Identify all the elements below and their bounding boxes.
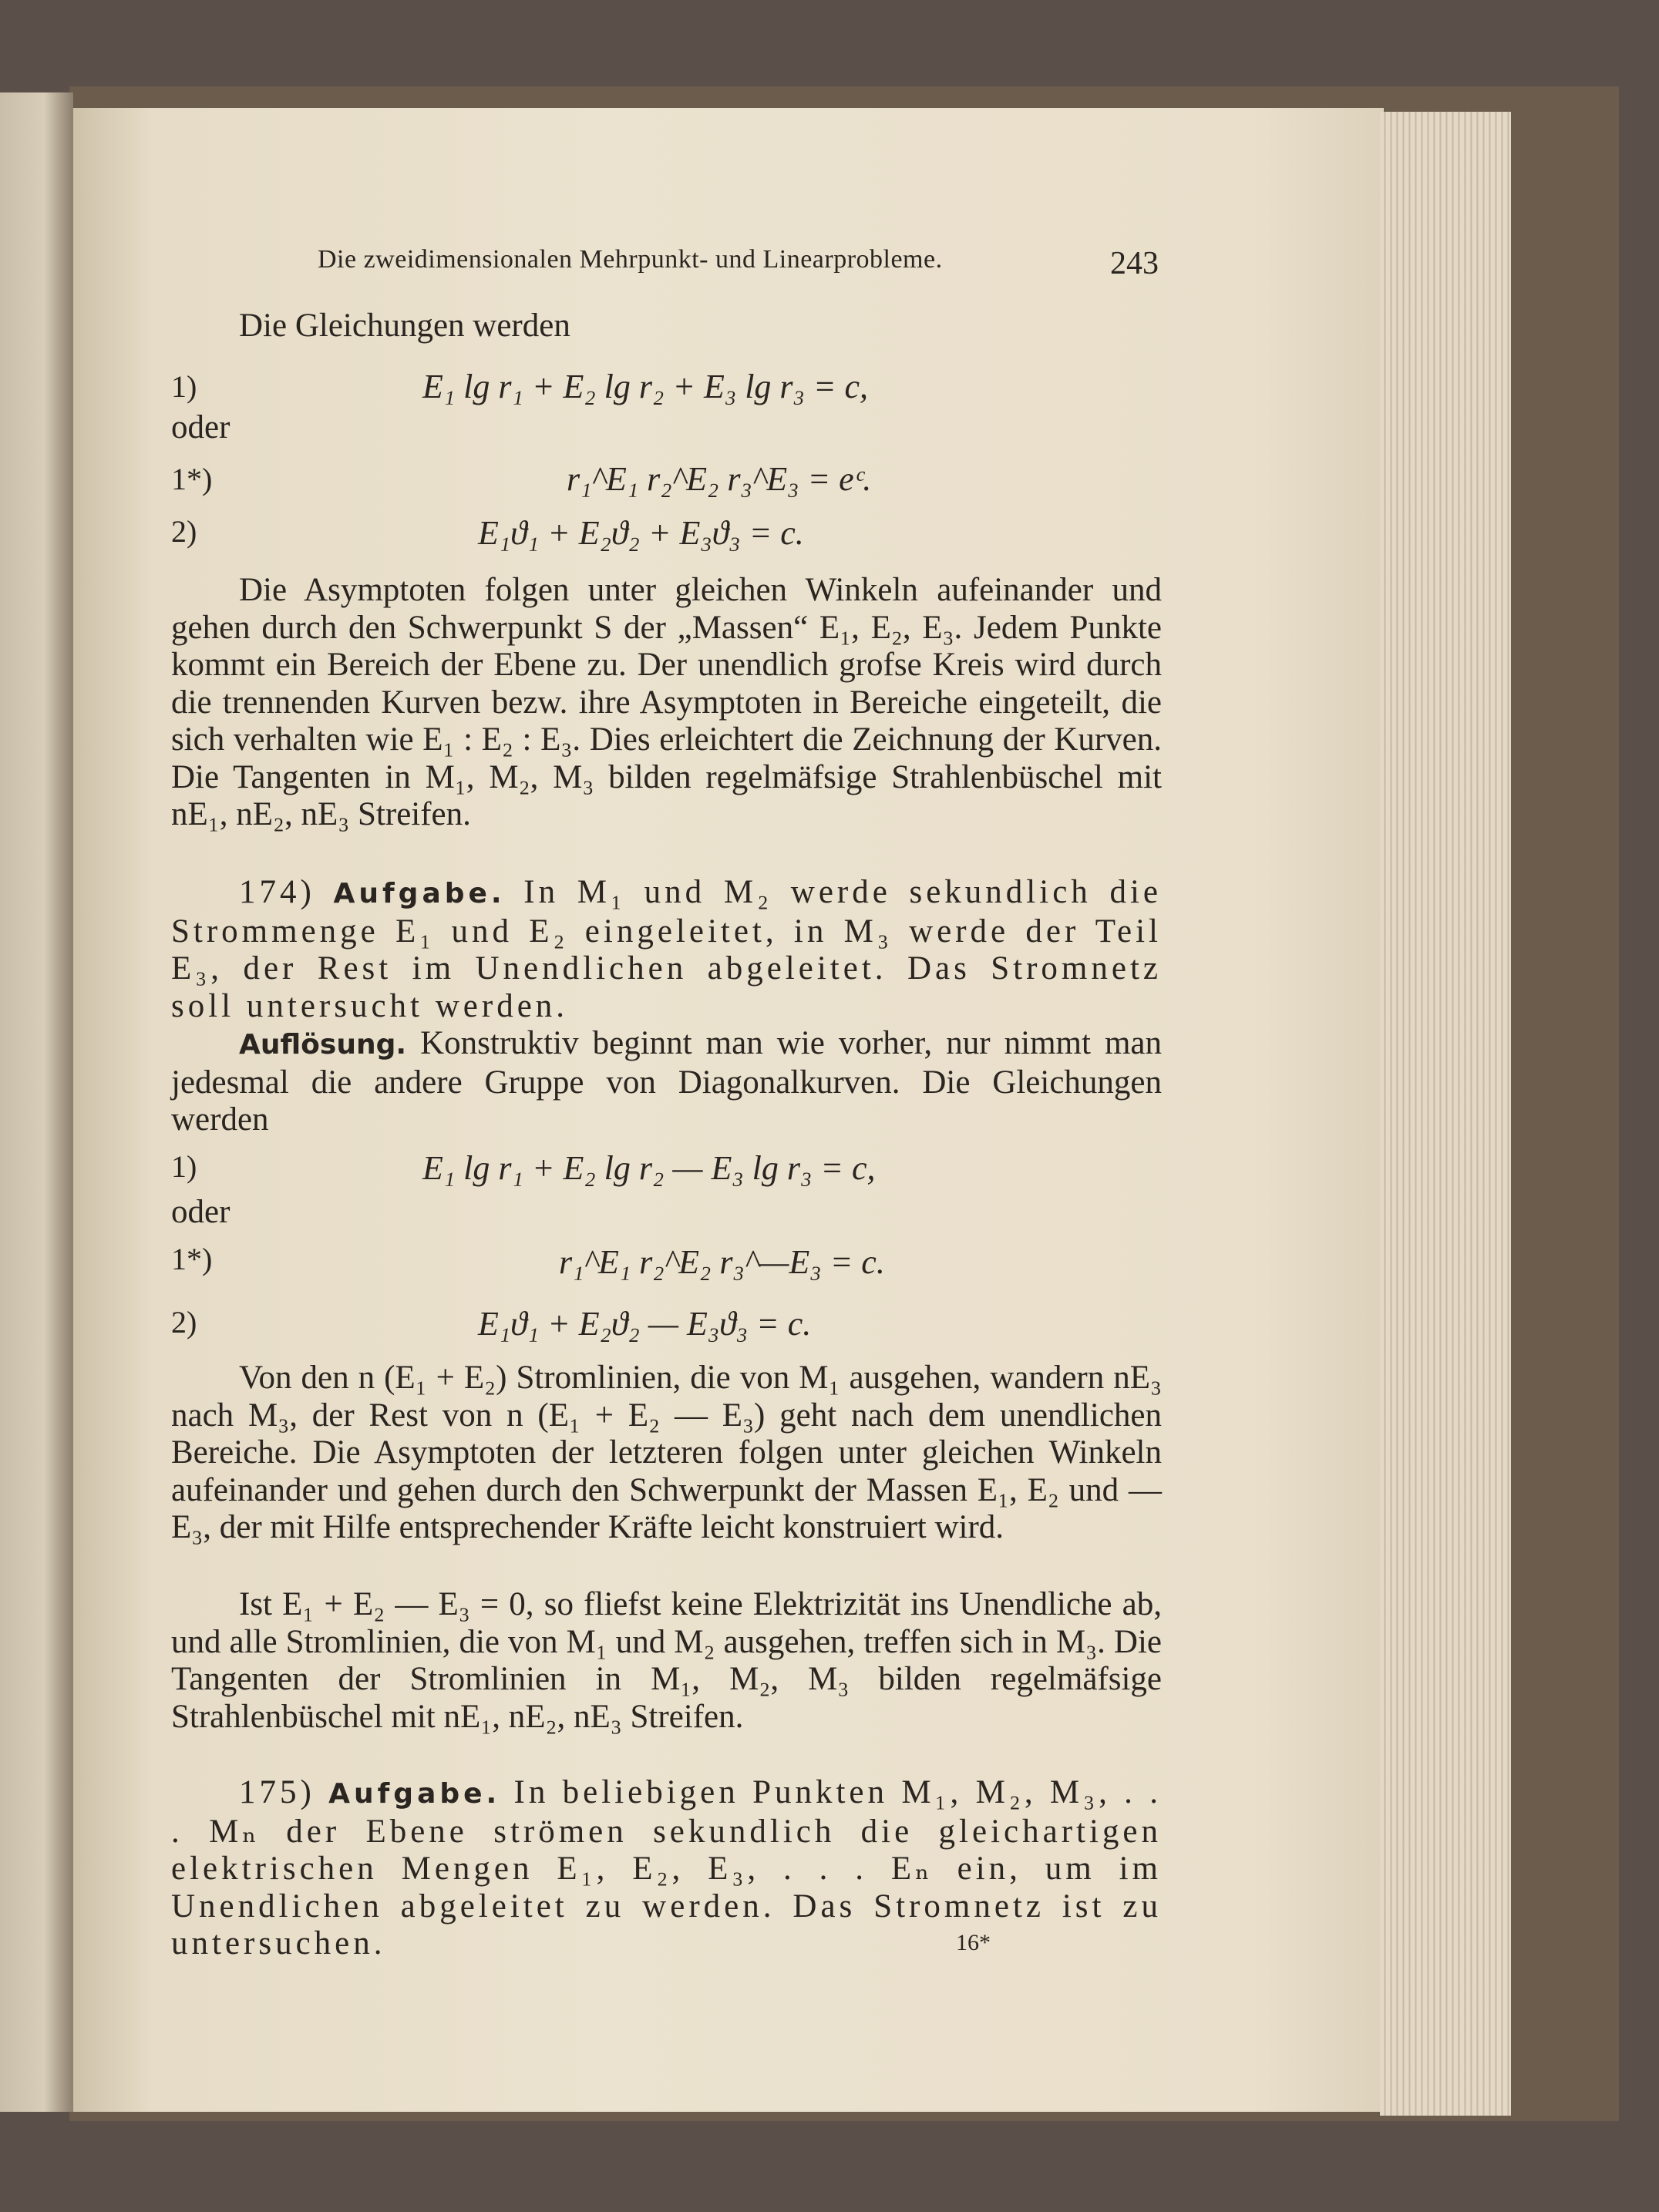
connector-text: oder [171, 409, 231, 445]
task-label: Aufgabe. [333, 878, 506, 909]
eq-label: 1) [171, 1149, 197, 1184]
task-paragraph [171, 1774, 1162, 1963]
equation: E₁ϑ₁ + E₂ϑ₂ — E₃ϑ₃ = c. [478, 1305, 812, 1343]
equation: E₁ϑ₁ + E₂ϑ₂ + E₃ϑ₃ = c. [478, 514, 804, 552]
task-text: In M₁ und M₂ werde sekundlich die Strommenge E₁ und E₂ eingeleitet, in M₃ werde der Teil E₃, der Rest im Unendlichen abgeleitet. Das Stromnetz soll untersucht werden. [171, 874, 1163, 1024]
connector-text: oder [171, 1194, 231, 1230]
equation: E₁ lg r₁ + E₂ lg r₂ — E₃ lg r₃ = c, [422, 1149, 876, 1187]
paragraph-text: Von den n (E₁ + E₂) Stromlinien, die von M₁ ausgehen, wandern nE₃ nach M₃, der Rest von n (E₁ + E₂ — E₃) geht nach dem unendlichen Bereiche. Die Asymptoten der letzteren folgen unter gleichen Winkeln aufeinander und gehen durch den Schwerpunkt der Massen E₁, E₂ und — E₃, der mit Hilfe entsprechender Kräfte leicht konstruiert wird. [171, 1360, 1162, 1545]
equation: E₁ lg r₁ + E₂ lg r₂ + E₃ lg r₃ = c, [422, 368, 869, 405]
eq-label: 2) [171, 1305, 197, 1340]
equation: r₁^E₁ r₂^E₂ r₃^—E₃ = c. [559, 1243, 885, 1281]
eq-label: 1*) [171, 1242, 213, 1276]
running-title: Die zweidimensionalen Mehrpunkt- und Linearprobleme. [318, 245, 943, 274]
signature-mark: 16* [956, 1930, 991, 1955]
intro-text: Die Gleichungen werden [239, 308, 570, 344]
task-number: 174) [239, 874, 315, 910]
paragraph-text: Die Asymptoten folgen unter gleichen Winkeln aufeinander und gehen durch den Schwerpunkt S der „Massen“ E₁, E₂, E₃. Jedem Punkte kommt ein Bereich der Ebene zu. Der unendlich grofse Kreis wird durch die trennenden Kurven bezw. ihre Asymptoten in Bereiche eingeteilt, die sich verhalten wie E₁ : E₂ : E₃. Dies erleichtert die Zeichnung der Kurven. Die Tangenten in M₁, M₂, M₃ bilden regelmäfsige Strahlenbüschel mit nE₁, nE₂, nE₃ Streifen. [171, 572, 1162, 832]
solution-label: Auflösung. [239, 1029, 407, 1061]
solution-paragraph [171, 1025, 1162, 1139]
task-number: 175) [239, 1774, 315, 1810]
paragraph [171, 572, 1162, 834]
paragraph [171, 1360, 1162, 1547]
eq-label: 1*) [171, 462, 213, 496]
solution-text: Konstruktiv beginnt man wie vorher, nur nimmt man jedesmal die andere Gruppe von Diagonalkurven. Die Gleichungen werden [171, 1025, 1163, 1138]
paragraph [171, 1586, 1162, 1736]
equation: r₁^E₁ r₂^E₂ r₃^E₃ = eᶜ. [567, 460, 872, 498]
eq-label: 1) [171, 369, 197, 404]
task-label: Aufgabe. [328, 1778, 501, 1810]
task-text: In beliebigen Punkten M₁, M₂, M₃, . . . Mₙ der Ebene strömen sekundlich die gleichartigen elektrischen Mengen E₁, E₂, E₃, . . . Eₙ ein, um im Unendlichen abgeleitet zu werden. Das Stromnetz ist zu untersuchen. [171, 1774, 1162, 1962]
task-paragraph [171, 874, 1162, 1025]
page-number: 243 [1110, 246, 1159, 281]
paragraph-text: Ist E₁ + E₂ — E₃ = 0, so fliefst keine Elektrizität ins Unendliche ab, und alle Stromlinien, die von M₁ und M₂ ausgehen, treffen sich in M₃. Die Tangenten der Stromlinien in M₁, M₂, M₃ bilden regelmäfsige Strahlenbüschel mit nE₁, nE₂, nE₃ Streifen. [171, 1586, 1162, 1735]
eq-label: 2) [171, 514, 197, 549]
